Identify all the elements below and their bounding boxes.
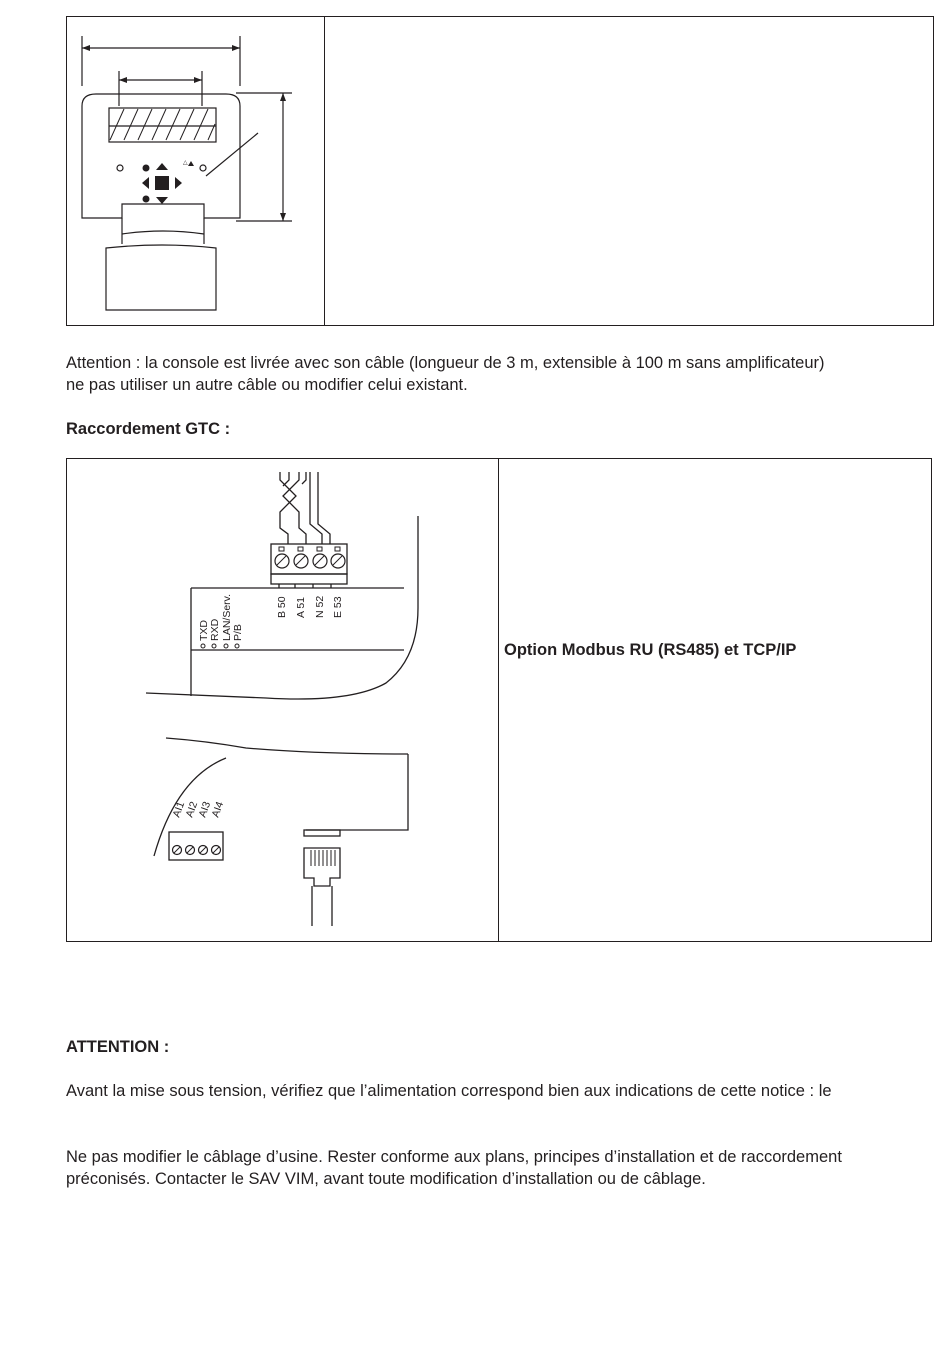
svg-text:△: △ (183, 159, 188, 166)
console-table-divider (324, 16, 325, 326)
gtc-option-label: Option Modbus RU (RS485) et TCP/IP (504, 641, 797, 659)
ai-label-3: AI3 (196, 800, 214, 820)
attention-para-2-line-2: préconisés. Contacter le SAV VIM, avant toute modification d’installation ou de câblage. (66, 1170, 706, 1188)
console-drawing (66, 16, 324, 326)
ai-label-4: AI4 (209, 800, 227, 820)
gtc-heading: Raccordement GTC : (66, 420, 231, 438)
attention-heading: ATTENTION : (66, 1038, 170, 1056)
ai-label-2: AI2 (183, 800, 201, 820)
terminal-label-n52: N 52 (314, 595, 326, 618)
attention-cable-line-1: Attention : la console est livrée avec son câble (longueur de 3 m, extensible à 100 m sans amplificateur) (66, 354, 825, 372)
led-label-pb: P/B (232, 624, 244, 641)
attention-cable-line-2: ne pas utiliser un autre câble ou modifier celui existant. (66, 376, 468, 394)
terminal-label-a51: A 51 (295, 596, 307, 618)
gtc-table-divider (498, 458, 499, 942)
attention-para-1: Avant la mise sous tension, vérifiez que l’alimentation correspond bien aux indications de cette notice : le (66, 1082, 832, 1100)
terminal-label-e53: E 53 (332, 596, 344, 618)
ai-label-1: AI1 (170, 800, 188, 820)
led-label-txd: TXD (198, 620, 210, 641)
led-label-lan: LAN/Serv. (221, 593, 233, 641)
gtc-wiring-drawing (66, 458, 498, 942)
attention-para-2-line-1: Ne pas modifier le câblage d’usine. Rester conforme aux plans, principes d’installation et de raccordement (66, 1148, 842, 1166)
terminal-label-b50: B 50 (276, 596, 288, 618)
led-label-rxd: RXD (209, 618, 221, 641)
